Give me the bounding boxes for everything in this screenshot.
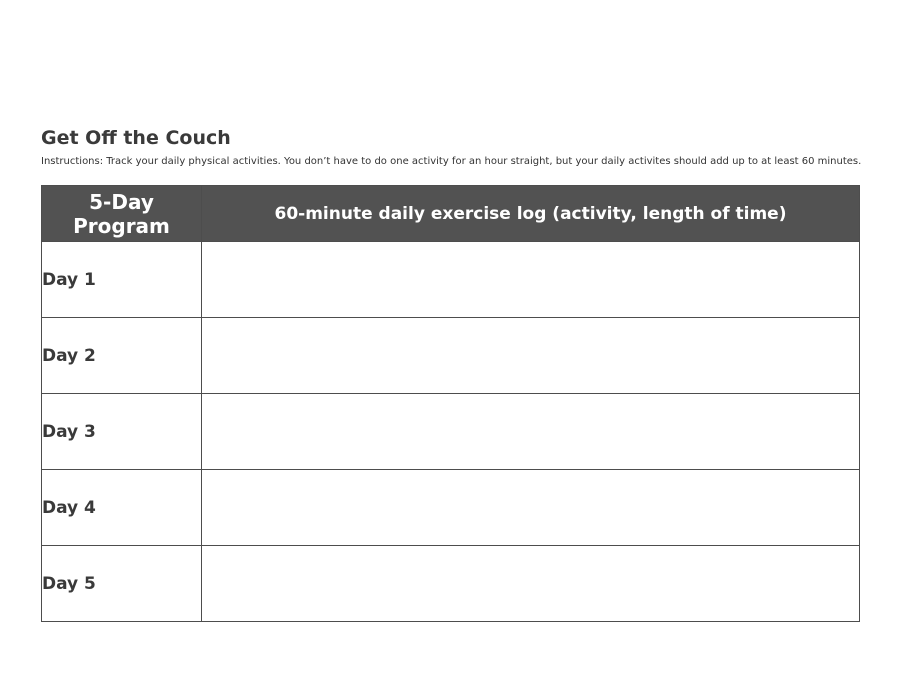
log-entry-cell[interactable]: [202, 470, 860, 546]
table-body: [42, 242, 860, 622]
log-entry-cell[interactable]: [202, 546, 860, 622]
program-column-header: 5-Day Program: [42, 186, 202, 242]
table-row: [42, 470, 860, 546]
table-row: [42, 242, 860, 318]
instructions-text: Instructions: Track your daily physical activities. You don’t have to do one activity for an hour straight, but your daily activites should add up to at least 60 minutes.: [41, 156, 862, 167]
header-row: [42, 186, 860, 242]
log-entry-cell[interactable]: [202, 318, 860, 394]
exercise-log-table: [41, 185, 860, 622]
table-row: [42, 318, 860, 394]
table-header: [42, 186, 860, 242]
day-label: Day 3: [42, 394, 202, 470]
day-label: Day 1: [42, 242, 202, 318]
day-label: Day 4: [42, 470, 202, 546]
log-entry-cell[interactable]: [202, 242, 860, 318]
page-title: Get Off the Couch: [41, 127, 231, 149]
table-row: [42, 394, 860, 470]
day-label: Day 2: [42, 318, 202, 394]
log-column-header: 60-minute daily exercise log (activity, length of time): [202, 186, 860, 242]
day-label: Day 5: [42, 546, 202, 622]
table-row: [42, 546, 860, 622]
log-entry-cell[interactable]: [202, 394, 860, 470]
